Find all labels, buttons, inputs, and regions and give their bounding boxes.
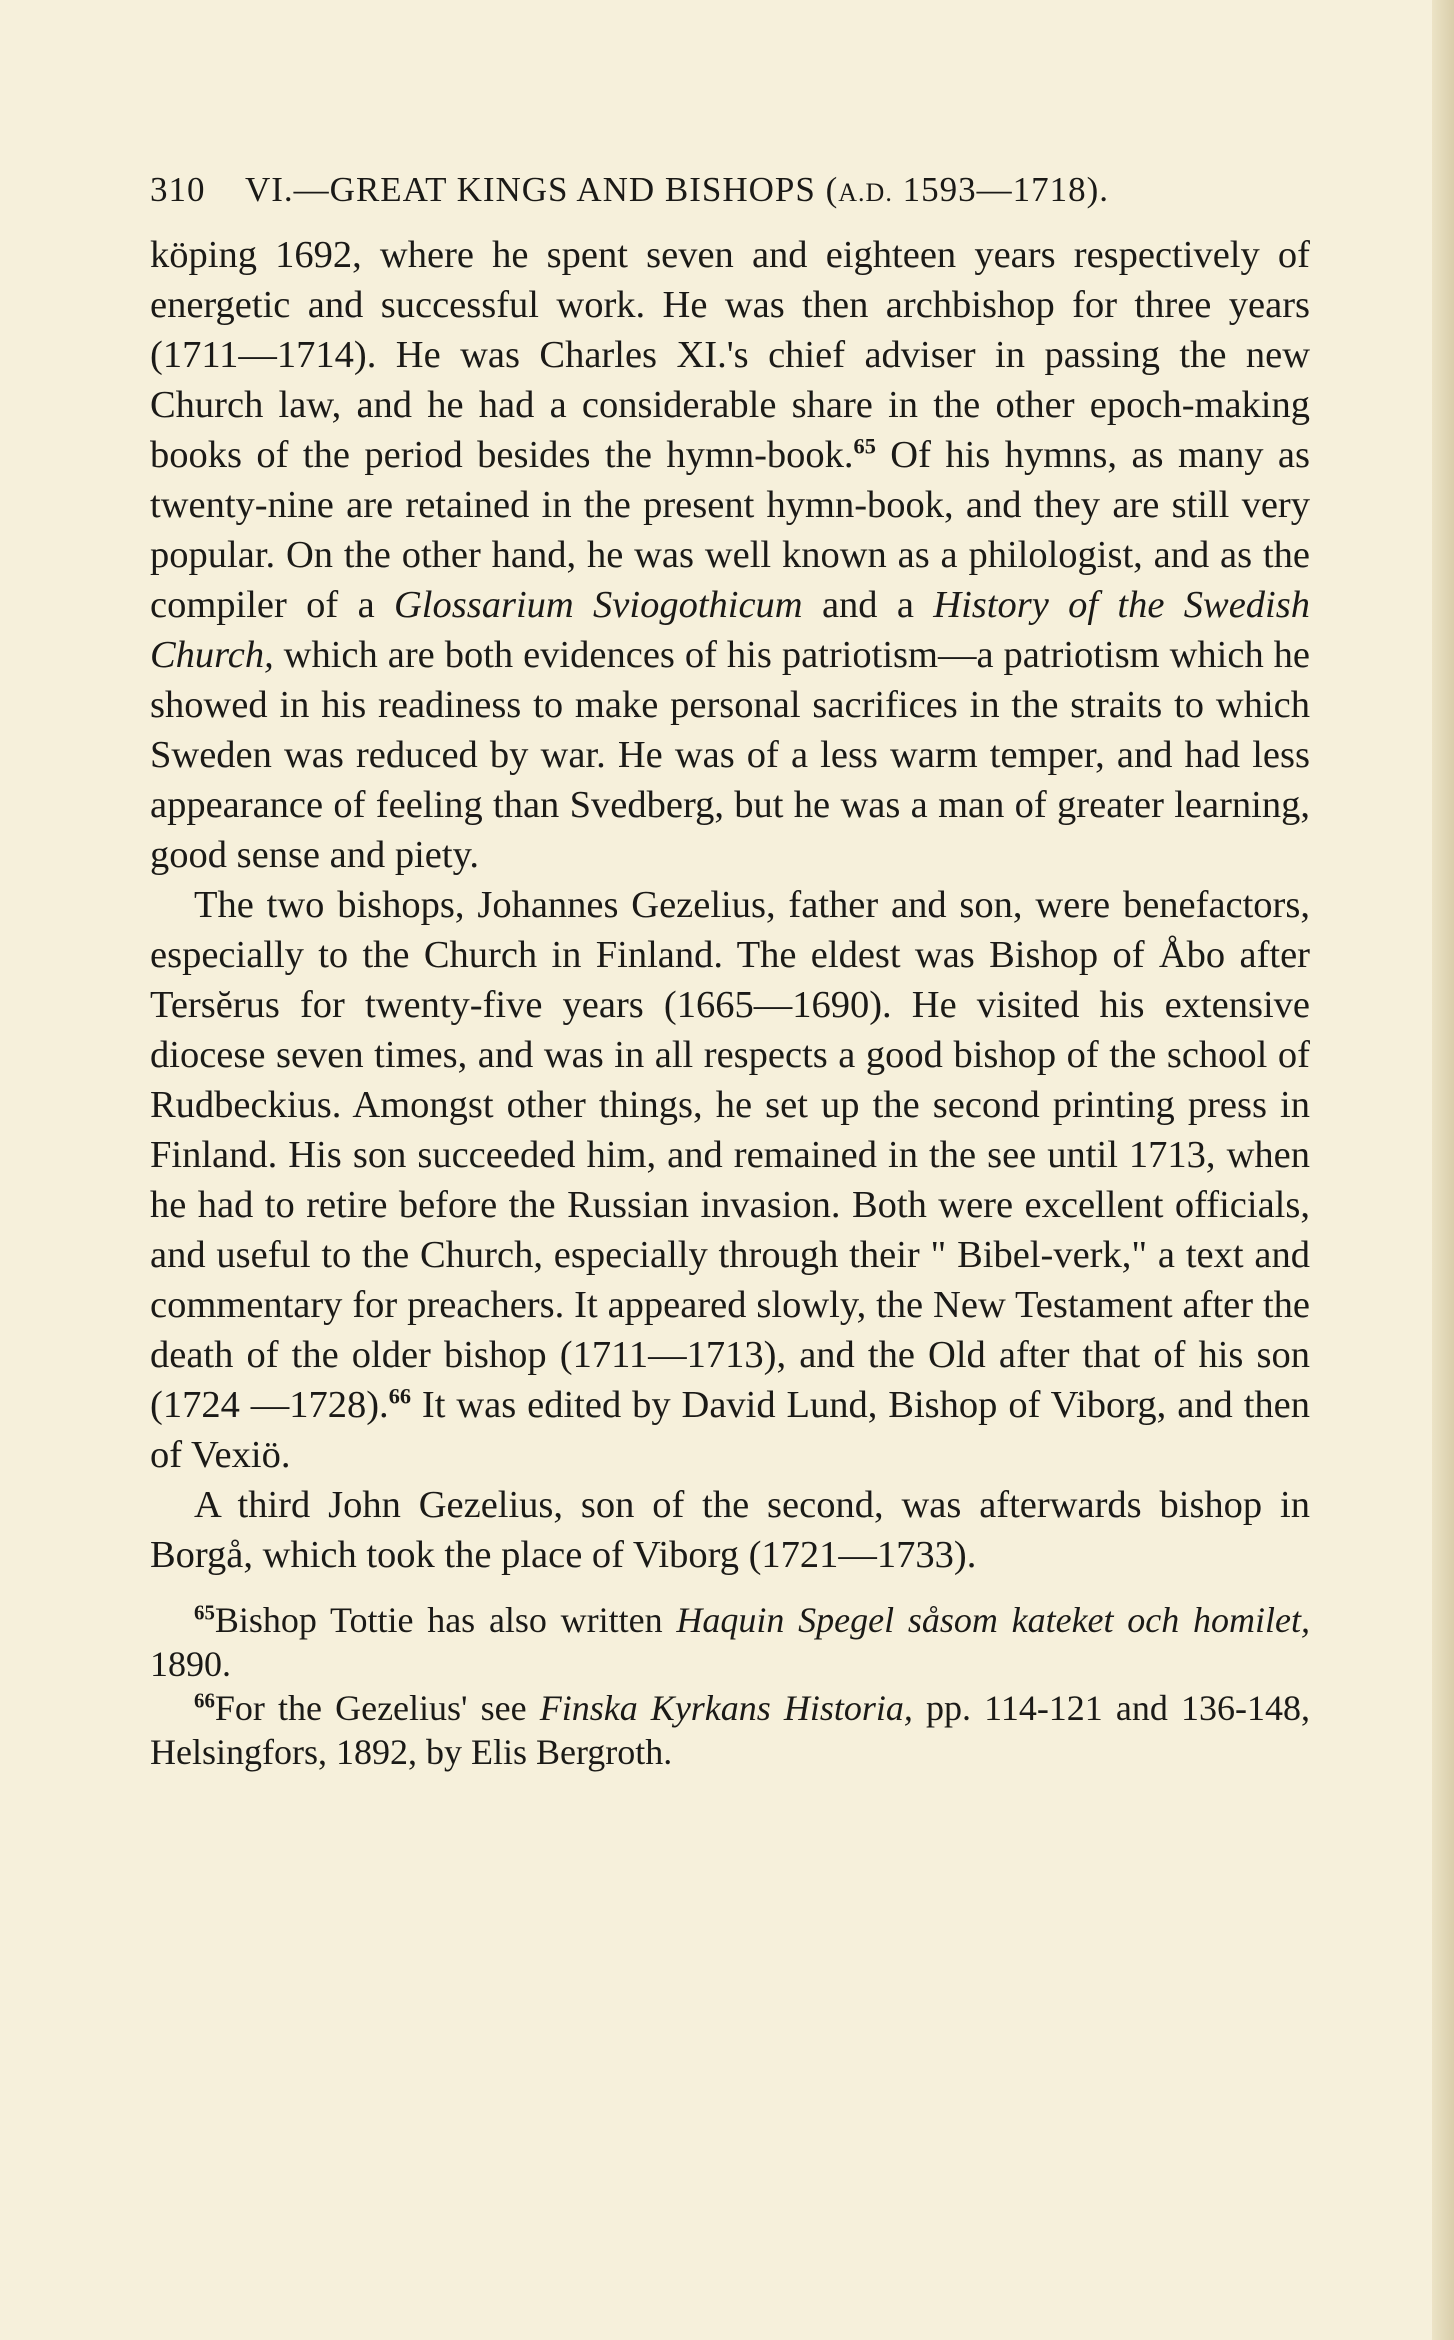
footnotes xyxy=(150,1598,1310,1774)
title-glossarium: Glossarium Sviogothicum xyxy=(394,584,803,626)
page-number: 310 xyxy=(150,170,206,209)
body-text xyxy=(150,230,1310,1580)
paragraph-gezelius: The two bishops, Johannes Gezelius, father and son, were benefactors, especially to the Church in Finland. The eldest was Bishop of Åbo after Tersĕrus for twenty-five years (1665—1690). He visited his extensive diocese seven times, and was in all respects a good bishop of the school of Rudbeckius. Amongst other things, he set up the second printing press in Finland. His son succeeded him, and remained in the see until 1713, when he had to retire before the Russian invasion. Both were excellent officials, and useful to the Church, especially through their " Bibel-verk," a text and commentary for preachers. It appeared slowly, the New Testament after the death of the older bishop (1711—1713), and the Old after that of his son (1724 —1728).$^{66}$ It was edited by David Lund, Bishop of Viborg, and then of Vexiö. xyxy=(150,884,1310,1476)
header-title: VI.—GREAT KINGS AND BISHOPS (A.D. 1593—1718). xyxy=(245,170,1109,209)
running-header xyxy=(150,150,1310,230)
footnote-ref-66: 66 xyxy=(388,1383,412,1409)
paragraph-third-gezelius: A third John Gezelius, son of the second, was afterwards bishop in Borgå, which took the place of Viborg (1721—1733). xyxy=(150,1484,1310,1576)
text-block xyxy=(150,150,1310,1774)
footnote-65: $^{65}$Bishop Tottie has also written Haquin Spegel såsom kateket och homilet, 1890. xyxy=(150,1600,1310,1684)
page-edge xyxy=(1432,0,1454,2340)
paragraph-continued: köping 1692, where he spent seven and eighteen years respectively of energetic and successful work. He was then archbishop for three years (1711—1714). He was Charles XI.'s chief adviser in passing the new Church law, and he had a considerable share in the other epoch-making books of the period besides the hymn-book.$^{65}$ Of his hymns, as many as twenty-nine are retained in the present hymn-book, and they are still very popular. On the other hand, he was well known as a philologist, and as the compiler of a Glossarium Sviogothicum and a History of the Swedish Church, which are both evidences of his patriotism—a patriotism which he showed in his readiness to make personal sacrifices in the straits to which Sweden was reduced by war. He was of a less warm temper, and had less appearance of feeling than Svedberg, but he was a man of greater learning, good sense and piety. xyxy=(150,234,1310,876)
footnote-66: $^{66}$For the Gezelius' see Finska Kyrkans Historia, pp. 114-121 and 136-148, Helsingfors, 1892, by Elis Bergroth. xyxy=(150,1688,1311,1772)
footnote-ref-65: 65 xyxy=(853,433,876,459)
title-history: History of the Swedish Church, xyxy=(150,584,1310,676)
